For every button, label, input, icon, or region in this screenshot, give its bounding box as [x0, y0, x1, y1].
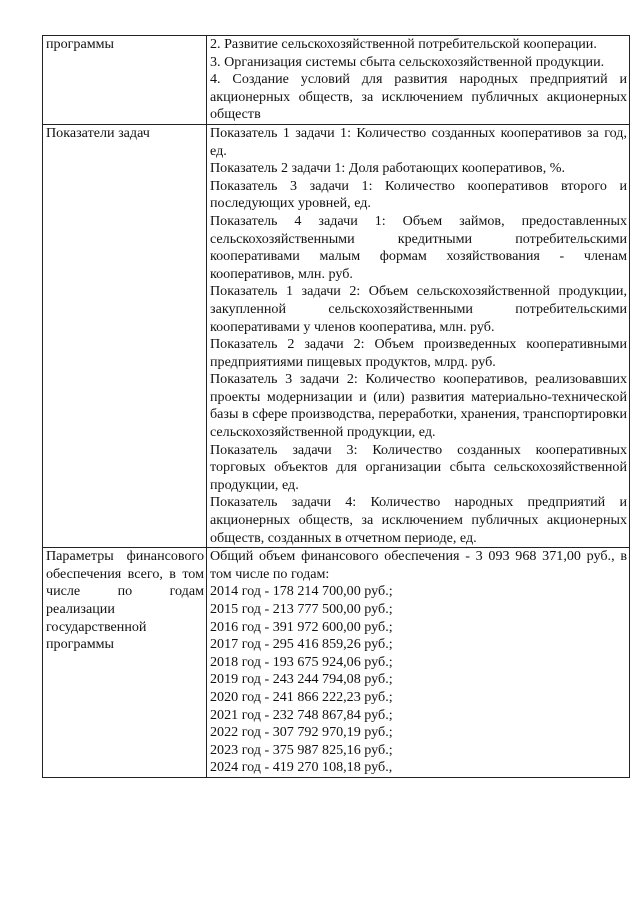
- row-content: [207, 548, 630, 778]
- row-label: программы: [43, 36, 207, 125]
- funding-year: 2014 год - 178 214 700,00 руб.;: [210, 583, 393, 600]
- funding-year: 2017 год - 295 416 859,26 руб.;: [210, 636, 393, 653]
- indicator-item: Показатель 1 задачи 2: Объем сельскохозяйственной продукции, закупленной сельскохозяйственными потребительскими кооперативами у членов кооператива, млн. руб.: [210, 283, 627, 335]
- funding-year: 2022 год - 307 792 970,19 руб.;: [210, 724, 393, 741]
- program-passport-table: [42, 35, 630, 778]
- indicator-item: Показатель 4 задачи 1: Объем займов, предоставленных сельскохозяйственными кредитными потребительскими кооперативами малым формам хозяйствования - членам кооперативов, млн. руб.: [210, 212, 627, 282]
- funding-year: 2015 год - 213 777 500,00 руб.;: [210, 601, 393, 617]
- funding-year: 2016 год - 391 972 600,00 руб.;: [210, 618, 393, 635]
- table-row: [43, 36, 630, 125]
- funding-year: 2019 год - 243 244 794,08 руб.;: [210, 671, 393, 688]
- funding-year: 2018 год - 193 675 924,06 руб.;: [210, 653, 393, 670]
- indicator-item: Показатель 3 задачи 2: Количество кооперативов, реализовавших проекты модернизации и (или) развития материально-технической базы в сфере производства, переработки, хранения, транспортировки сельскохозяйственной продукции, ед.: [210, 371, 627, 441]
- funding-year: 2024 год - 419 270 108,18 руб.,: [210, 759, 393, 776]
- task-item: 2. Развитие сельскохозяйственной потребительской кооперации.: [210, 36, 597, 52]
- indicator-item: Показатель 2 задачи 1: Доля работающих кооперативов, %.: [210, 160, 566, 177]
- indicator-item: Показатель 3 задачи 1: Количество кооперативов второго и последующих уровней, ед.: [210, 177, 627, 212]
- document-page: [42, 35, 629, 778]
- task-item: 4. Создание условий для развития народных предприятий и акционерных обществ, за исключением публичных акционерных обществ: [210, 71, 627, 123]
- funding-year: 2020 год - 241 866 222,23 руб.;: [210, 688, 393, 705]
- funding-year: 2021 год - 232 748 867,84 руб.;: [210, 706, 393, 723]
- table-row: [43, 124, 630, 547]
- row-label: Параметры финансового обеспечения всего, в том числе по годам реализации государственной программы: [43, 548, 207, 778]
- indicator-item: Показатель задачи 4: Количество народных предприятий и акционерных обществ, за исключением публичных акционерных обществ, созданных в отчетном периоде, ед.: [210, 494, 627, 546]
- row-label: Показатели задач: [43, 124, 207, 547]
- row-content: [207, 36, 630, 125]
- funding-year: 2023 год - 375 987 825,16 руб.;: [210, 741, 393, 758]
- indicator-item: Показатель 1 задачи 1: Количество созданных кооперативов за год, ед.: [210, 124, 627, 159]
- indicator-item: Показатель 2 задачи 2: Объем произведенных кооперативными предприятиями пищевых продуктов, млрд. руб.: [210, 336, 627, 370]
- task-item: 3. Организация системы сбыта сельскохозяйственной продукции.: [210, 53, 605, 70]
- table-row: [43, 548, 630, 778]
- funding-total: Общий объем финансового обеспечения - 3 093 968 371,00 руб., в том числе по годам:: [210, 548, 627, 582]
- indicator-item: Показатель задачи 3: Количество созданных кооперативных торговых объектов для организации сбыта сельскохозяйственной продукции, ед.: [210, 441, 627, 493]
- row-content: [207, 124, 630, 547]
